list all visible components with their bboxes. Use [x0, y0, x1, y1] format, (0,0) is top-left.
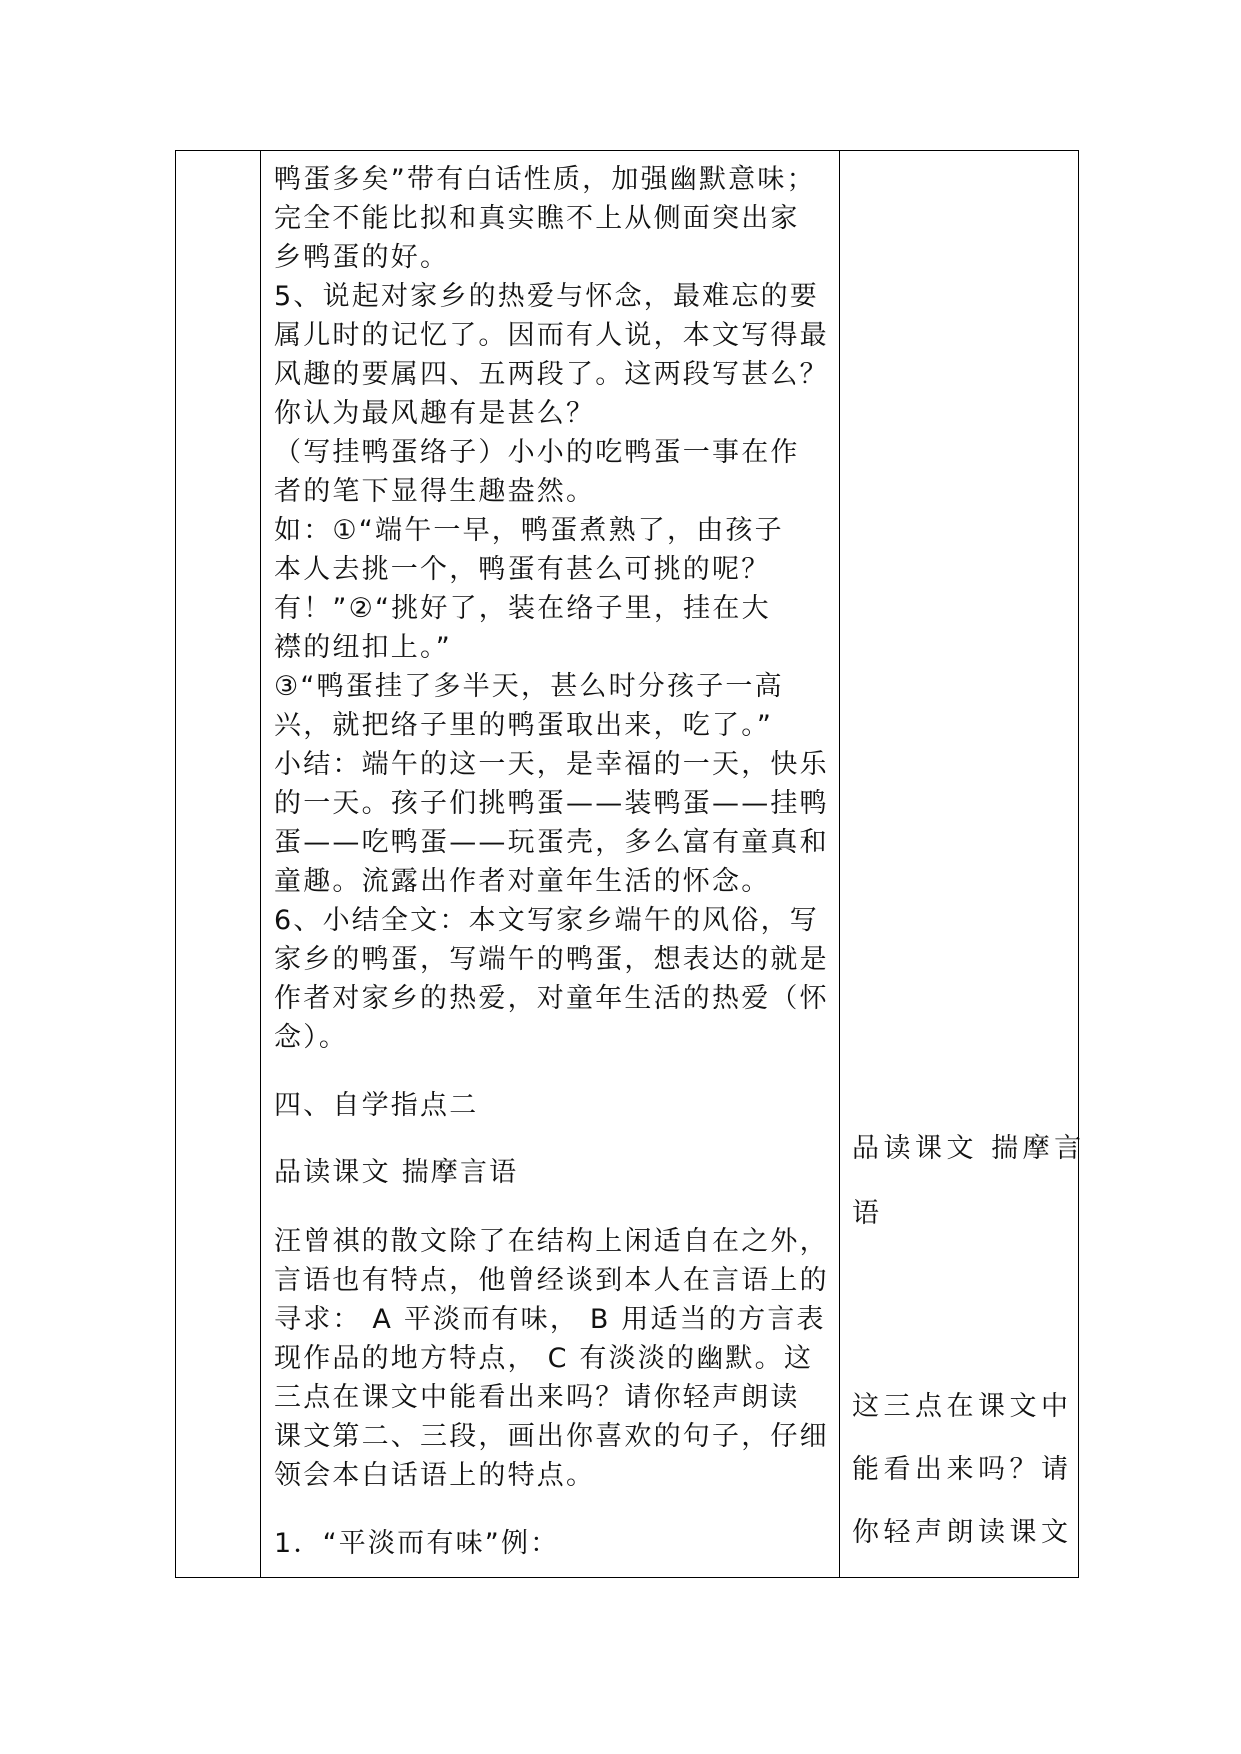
text-line: 6、小结全文：本文写家乡端午的风俗，写	[274, 905, 819, 936]
text-line: 完全不能比拟和真实瞧不上从侧面突出家	[274, 203, 800, 234]
text-line: 蛋——吃鸭蛋——玩蛋壳，多么富有童真和	[274, 827, 829, 858]
text-line: 三点在课文中能看出来吗？请你轻声朗读	[274, 1382, 800, 1413]
text-line: 鸭蛋多矣”带有白话性质，加强幽默意味；	[274, 164, 816, 195]
text-line: 本人去挑一个，鸭蛋有甚么可挑的呢？	[274, 554, 771, 585]
lesson-plan-table	[175, 150, 1086, 1578]
column-divider-left	[260, 151, 261, 1577]
text-line: 有！”②“挑好了，装在络子里，挂在大	[274, 593, 771, 624]
text-line: 者的笔下显得生趣盎然。	[274, 476, 596, 507]
side-note-line: 语	[852, 1198, 884, 1229]
text-line: 5、说起对家乡的热爱与怀念，最难忘的要	[274, 281, 819, 312]
text-line: 襟的纽扣上。”	[274, 632, 452, 663]
text-line: 课文第二、三段，画出你喜欢的句子，仔细	[274, 1421, 829, 1452]
text-line: 现作品的地方特点， C 有淡淡的幽默。这	[274, 1343, 814, 1374]
section-subheading: 品读课文 揣摩言语	[274, 1157, 519, 1188]
text-line: ③“鸭蛋挂了多半天，甚么时分孩子一高	[274, 671, 784, 702]
text-line: 兴，就把络子里的鸭蛋取出来，吃了。”	[274, 710, 774, 741]
side-note-line: 你轻声朗读课文	[852, 1517, 1073, 1548]
text-line: 乡鸭蛋的好。	[274, 242, 450, 273]
side-note-line: 品读课文 揣摩言	[852, 1133, 1086, 1164]
text-line: 家乡的鸭蛋，写端午的鸭蛋，想表达的就是	[274, 944, 829, 975]
text-line: 领会本白话语上的特点。	[274, 1460, 596, 1491]
text-line: 你认为最风趣有是甚么？	[274, 398, 596, 429]
text-line: 言语也有特点，他曾经谈到本人在言语上的	[274, 1265, 829, 1296]
column-divider-right	[839, 151, 840, 1577]
text-line: 寻求： A 平淡而有味， B 用适当的方言表	[274, 1304, 826, 1335]
text-line: （写挂鸭蛋络子）小小的吃鸭蛋一事在作	[274, 437, 800, 468]
side-note-line: 这三点在课文中	[852, 1391, 1073, 1422]
text-line: 小结：端午的这一天，是幸福的一天，快乐	[274, 749, 829, 780]
section-heading: 四、自学指点二	[274, 1090, 479, 1121]
text-line: 风趣的要属四、五两段了。这两段写甚么？	[274, 359, 829, 390]
text-line: 属儿时的记忆了。因而有人说，本文写得最	[274, 320, 829, 351]
text-line: 作者对家乡的热爱，对童年生活的热爱（怀	[274, 983, 829, 1014]
side-note-line: 能看出来吗？请	[852, 1454, 1073, 1485]
text-line: 的一天。孩子们挑鸭蛋——装鸭蛋——挂鸭	[274, 788, 829, 819]
text-line: 1．“平淡而有味”例：	[274, 1528, 560, 1559]
text-line: 如：①“端午一早，鸭蛋煮熟了，由孩子	[274, 515, 784, 546]
text-line: 念）。	[274, 1022, 349, 1053]
text-line: 汪曾祺的散文除了在结构上闲适自在之外，	[274, 1226, 829, 1257]
text-line: 童趣。流露出作者对童年生活的怀念。	[274, 866, 771, 897]
